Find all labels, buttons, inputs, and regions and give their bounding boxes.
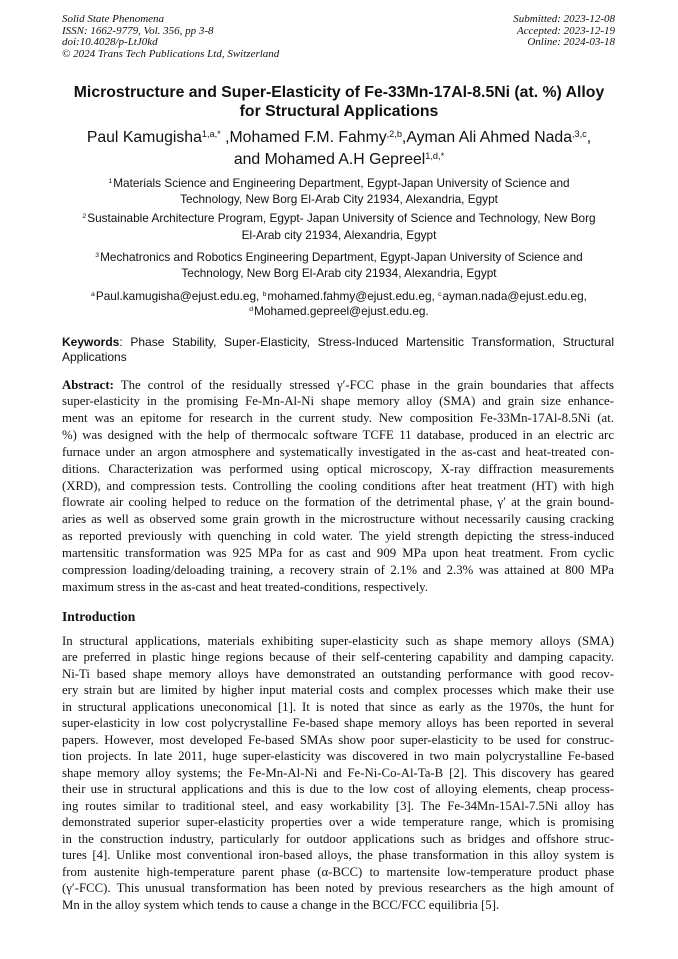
abstract-line: flowrate air cooling helped to reduce on the formation of the detrimental phase, γ′ at the grain bound- — [62, 495, 614, 510]
email-address: ayman.nada@ejust.edu.eg, — [442, 288, 587, 303]
submitted-date: Submitted: 2023-12-08 — [513, 13, 615, 25]
body-line: their use in structural applications and this is due to the low cost of alloying elements, cheap process- — [62, 782, 614, 797]
author-list — [0, 127, 678, 171]
author-line — [0, 127, 678, 149]
journal-name: Solid State Phenomena — [62, 13, 165, 25]
affiliation-line: El-Arab city 21934, Alexandria, Egypt — [241, 228, 437, 242]
abstract-line: ditions. Characterization was performed using optical microscopy, X-ray diffraction measurements — [62, 461, 614, 476]
body-line: papers. However, most developed Fe-based SMAs show poor super-elasticity to be used for construc- — [62, 732, 614, 747]
author-separator: , — [586, 129, 592, 146]
body-line: in structural applications uneconomical [1]. It is noted that since as early as the 1970s, the hunt for — [62, 699, 614, 714]
author-conjunction: and — [233, 151, 265, 168]
affiliation-number: 3 — [95, 252, 100, 260]
email-address: Paul.kamugisha@ejust.edu.eg, — [95, 288, 263, 303]
abstract-line: %) was designed with the help of thermocalc software TCFE 11 database, produced in an electric arc — [62, 428, 614, 443]
abstract-line: super-elasticity in the promising Fe-Mn-Al-Ni shape memory alloy (SMA) and grain size enhance- — [62, 394, 614, 409]
abstract-line: compression loading/deloading training, a recovery strain of 2.1% and 2.3% was attained at 800 MPa — [62, 562, 614, 577]
affiliation-text: Sustainable Architecture Program, Egypt- Japan University of Science and Technology, New Borg — [87, 211, 596, 225]
abstract — [62, 377, 614, 596]
keywords-line: Applications — [62, 349, 127, 364]
journal-info — [62, 14, 279, 61]
keywords-line — [62, 335, 614, 350]
email-address: Mohamed.gepreel@ejust.edu.eg. — [254, 303, 429, 318]
abstract-line: furnace under an argon atmosphere and systematically investigated in the as-cast and heat-treated con- — [62, 444, 614, 459]
body-line: (γ′-FCC). This unusual transformation has been noted by previous researchers as the high amount of — [62, 881, 614, 896]
affiliation-1 — [0, 175, 678, 207]
body-line: shape memory alloy systems; the Fe-Mn-Al-Ni and Fe-Ni-Co-Al-Ta-B [2]. This discovery has geared — [62, 765, 614, 780]
author-affiliation-marker: ,3,c — [572, 128, 587, 139]
email-line — [0, 289, 678, 304]
author-emails — [0, 289, 678, 319]
accepted-date: Accepted: 2023-12-19 — [516, 24, 615, 37]
body-line: tures [4]. Unlike most conventional iron-based alloys, the phase transformation in this alloy system is — [62, 848, 614, 863]
publication-dates — [513, 14, 615, 49]
body-line: demonstrated superior super-elasticity properties over a wide temperature range, which is promising — [62, 815, 614, 830]
author-line — [0, 149, 678, 171]
title-line: Microstructure and Super-Elasticity of Fe-33Mn-17Al-8.5Ni (at. %) Alloy — [73, 84, 605, 101]
keywords — [62, 335, 614, 364]
affiliation-line: Technology, New Borg El-Arab city 21934, Alexandria, Egypt — [181, 266, 497, 280]
email-marker: a — [91, 290, 95, 298]
email-marker: c — [438, 290, 442, 298]
affiliation-line — [0, 175, 678, 191]
body-line: Ni-Ti based shape memory alloys have demonstrated an outstanding performance with good recov- — [62, 666, 614, 681]
author-name: Mohamed F.M. Fahmy — [229, 129, 387, 146]
email-address: mohamed.fahmy@ejust.edu.eg, — [267, 288, 439, 303]
abstract-text: The control of the residually stressed γ′-FCC phase in the grain boundaries that affects — [113, 377, 614, 392]
author-name: Paul Kamugisha — [86, 129, 202, 146]
body-line: super-elasticity in low cost polycrystalline Fe-based shape memory alloys has been reported in several — [62, 716, 614, 731]
affiliation-number: 1 — [108, 178, 113, 186]
copyright: © 2024 Trans Tech Publications Ltd, Switzerland — [62, 48, 280, 61]
affiliation-number: 2 — [82, 213, 87, 221]
author-separator: , — [220, 129, 230, 146]
title-line: for Structural Applications — [239, 103, 439, 120]
introduction-body — [62, 633, 614, 914]
body-line: ery strain but are limited by higher input material costs and complex processes which make their use — [62, 683, 614, 698]
abstract-label: Abstract: — [62, 377, 114, 392]
body-line: are preferred in plastic hinge regions because of their self-centering capability and damping capacity. — [62, 650, 614, 665]
online-date: Online: 2024-03-18 — [527, 36, 615, 49]
doi: doi:10.4028/p-LtJ0kd — [62, 36, 158, 49]
body-line: In structural applications, materials exhibiting super-elasticity such as shape memory alloys (SMA) — [62, 633, 614, 648]
email-marker: d — [249, 305, 254, 313]
abstract-line: maximum stress in the as-cast and heat treated-conditions, respectively. — [62, 579, 428, 594]
abstract-line: (XRD), and compression tests. Controlling the cooling conditions after heat treatment (HT) with high — [62, 478, 614, 493]
abstract-line: aries as well as observed some grain growth in the microstructure without necessarily causing cracking — [62, 512, 614, 527]
affiliation-line — [0, 210, 678, 227]
body-line: tion projects. In late 2011, huge super-elasticity was discovered in two main polycrystalline Fe-based — [62, 749, 614, 764]
affiliation-3 — [0, 249, 678, 281]
affiliation-line: Technology, New Borg El-Arab City 21934, Alexandria, Egypt — [180, 192, 498, 206]
email-marker: b — [262, 290, 267, 298]
author-name: Mohamed A.H Gepreel — [264, 151, 426, 168]
body-line: Mn in the alloy system which tends to cause a change in the BCC/FCC equilibria [5]. — [62, 897, 500, 912]
author-affiliation-marker: 1,a,* — [201, 128, 221, 139]
abstract-line: ment was an epitome for research in the current study. New composition Fe-33Mn-17Al-8.5Ni (at. — [62, 411, 614, 426]
author-separator: , — [401, 129, 407, 146]
email-line — [0, 304, 678, 319]
body-line: ing routes similar to traditional steel, and easy workability [3]. The Fe-34Mn-15Al-7.5Ni alloy has — [62, 798, 614, 813]
body-line: from austenite high-temperature parent phase (α-BCC) to martensite low-temperature product phase — [62, 864, 614, 879]
keywords-label: Keywords — [62, 335, 120, 349]
paper-title — [0, 83, 678, 121]
author-affiliation-marker: 1,d,* — [425, 150, 445, 161]
issn-volume: ISSN: 1662-9779, Vol. 356, pp 3-8 — [62, 24, 214, 37]
abstract-line: as reported previously with quenching in cold water. The yield strength depicting the stress-induced — [62, 529, 614, 544]
affiliation-text: Mechatronics and Robotics Engineering Department, Egypt-Japan University of Science and — [100, 250, 583, 264]
affiliation-2 — [0, 210, 678, 244]
author-name: Ayman Ali Ahmed Nada — [406, 129, 572, 146]
section-heading-introduction: Introduction — [62, 608, 136, 624]
abstract-line: martensitic transformation was 925 MPa for as cast and 909 MPa upon heat treatment. From cyclic — [62, 545, 614, 560]
author-affiliation-marker: ,2,b — [386, 128, 402, 139]
abstract-line — [62, 377, 614, 394]
affiliation-line — [0, 249, 678, 265]
body-line: in the construction industry, particularly for outdoor applications such as bridges and offshore struc- — [62, 831, 614, 846]
keywords-text: : Phase Stability, Super-Elasticity, Stress-Induced Martensitic Transformation, Structural — [119, 335, 614, 349]
affiliation-text: Materials Science and Engineering Department, Egypt-Japan University of Science and — [113, 176, 570, 190]
